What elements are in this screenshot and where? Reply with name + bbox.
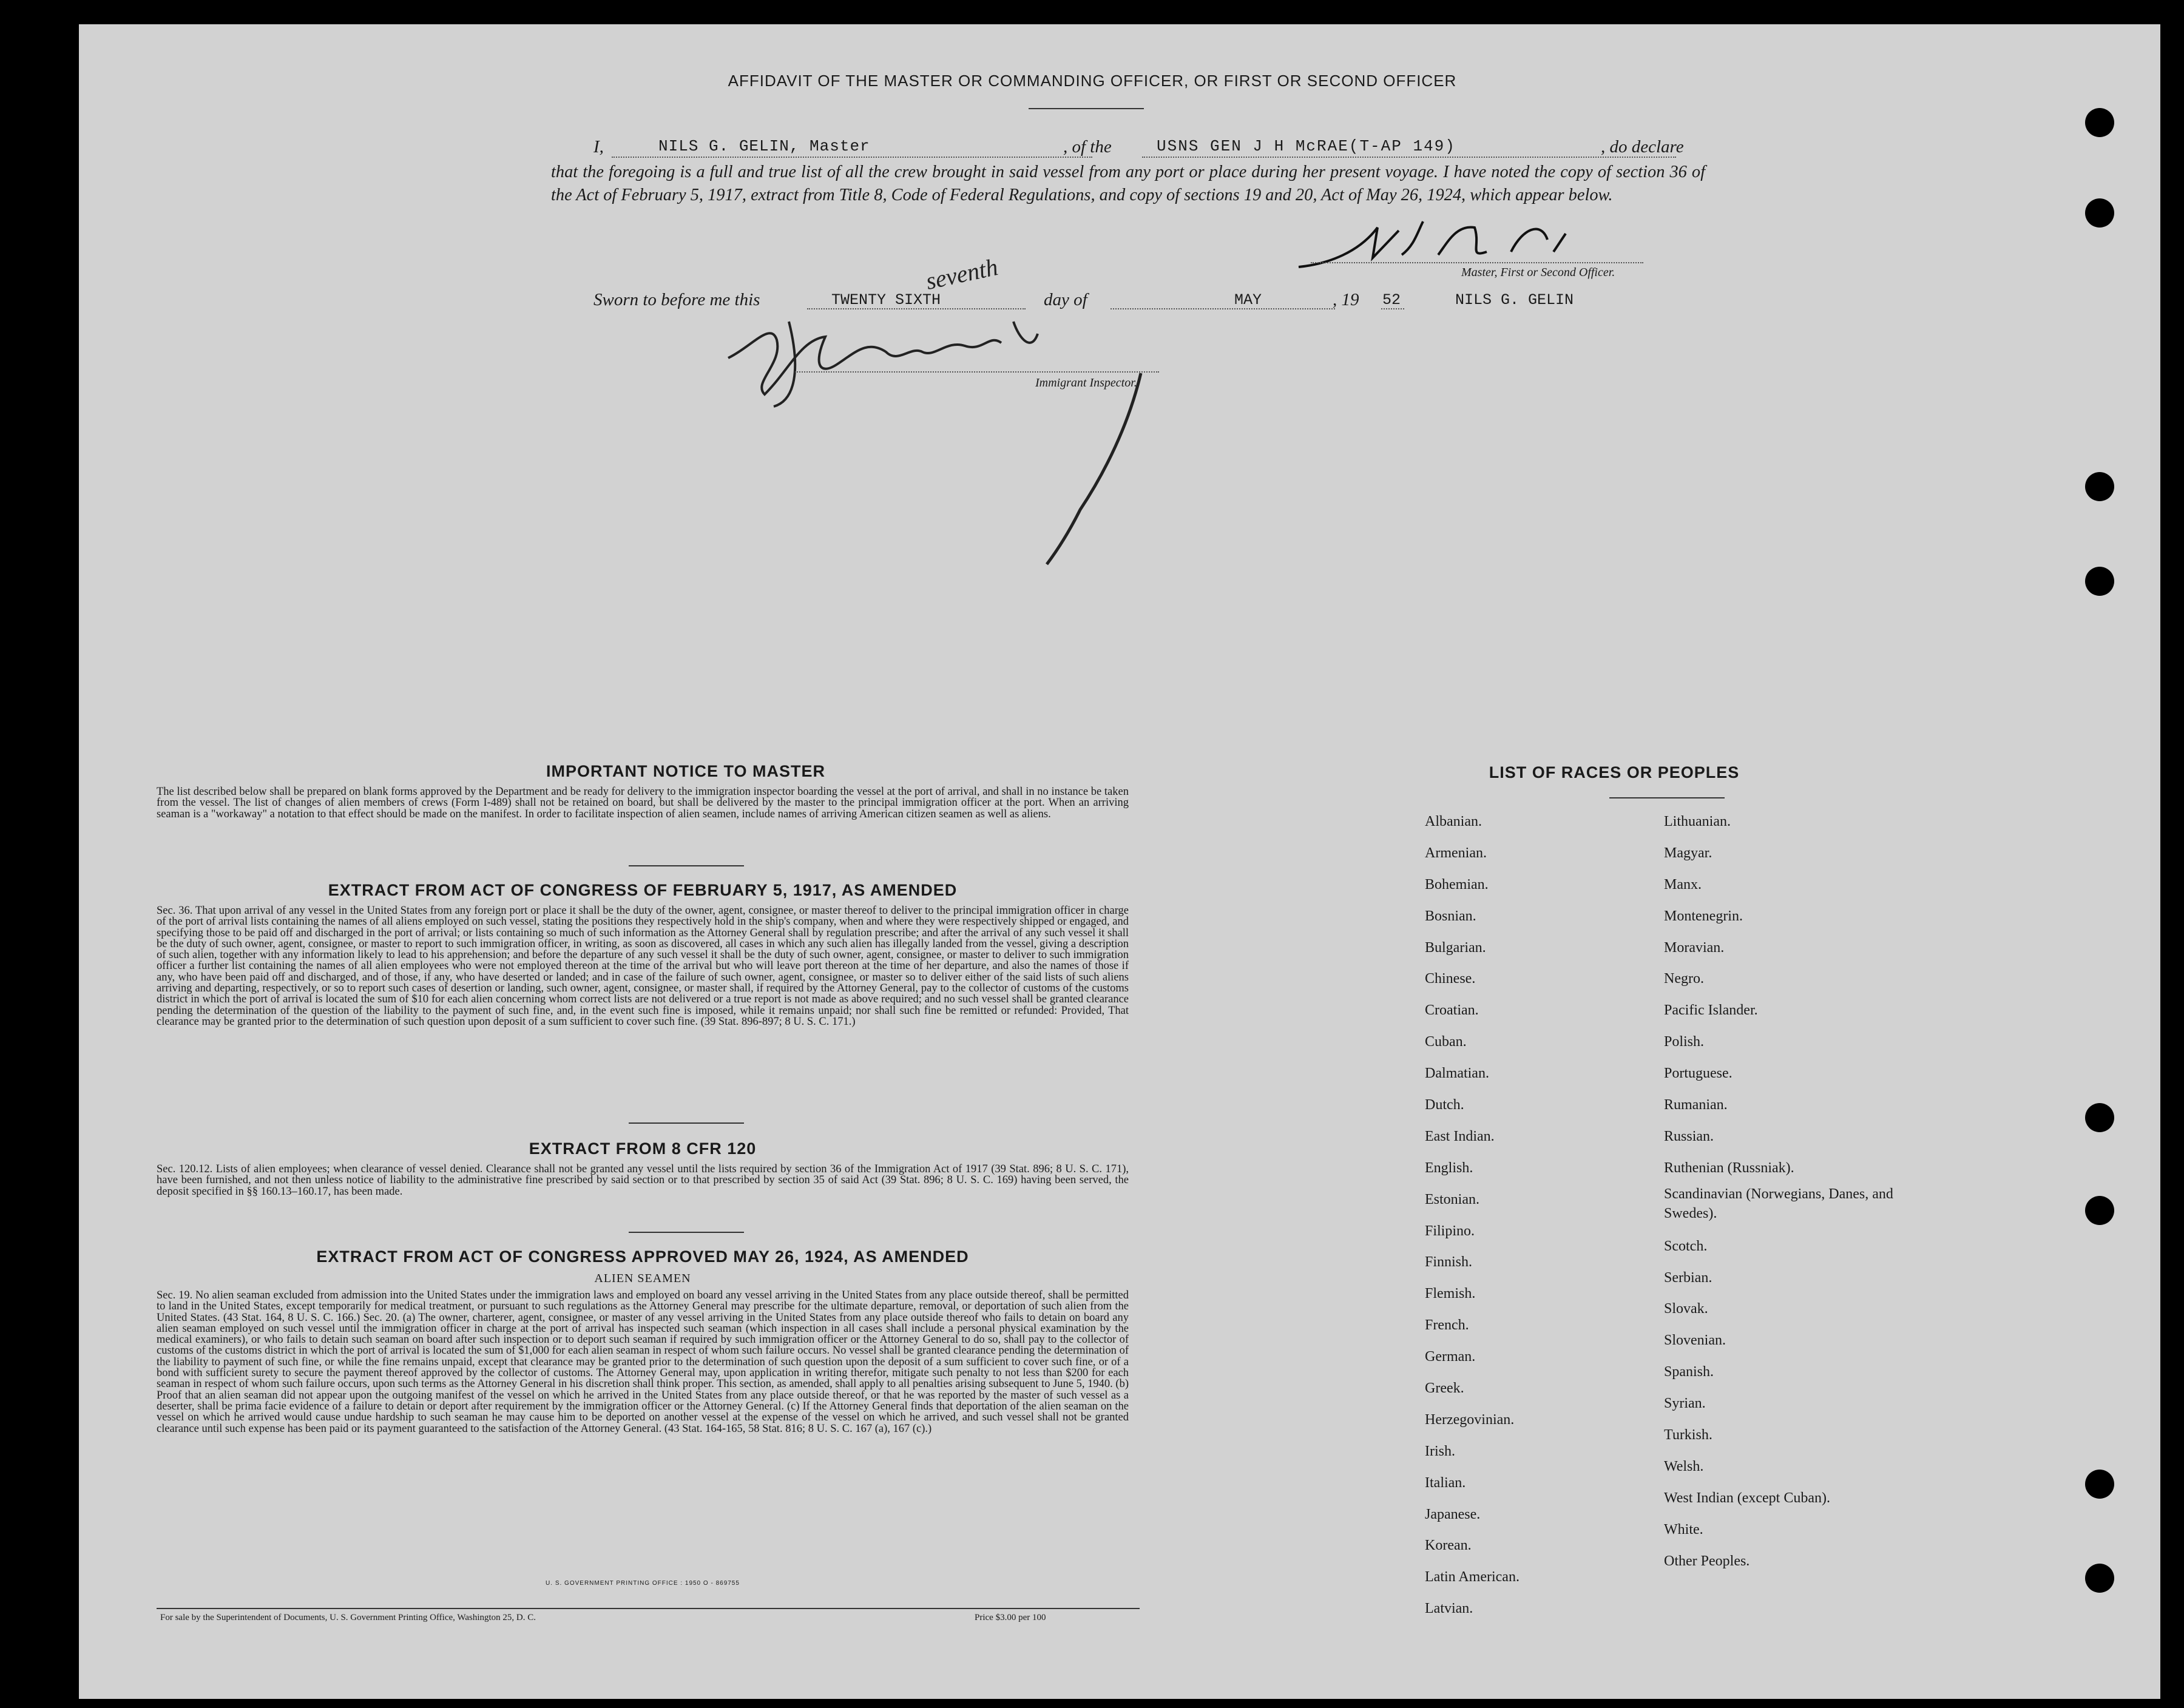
- sale-text: For sale by the Superintendent of Documents, U. S. Government Printing Office, Washington 25, D. C.: [160, 1613, 536, 1622]
- race-item: Finnish.: [1425, 1254, 1473, 1271]
- race-item: Ruthenian (Russniak).: [1664, 1159, 1794, 1176]
- race-item: Bohemian.: [1425, 876, 1489, 893]
- binder-hole: [2085, 1103, 2114, 1132]
- inspector-caption: Immigrant Inspector.: [1035, 376, 1137, 390]
- section-rule: [629, 865, 744, 866]
- race-item: Irish.: [1425, 1443, 1455, 1459]
- extract-cfr-text: Sec. 120.12. Lists of alien employees; when clearance of vessel denied. Clearance shall not be granted any vessel until the lists required by section 36 of the Immigration Act of 1917 (39 Stat. 896; 8 U. S. C. 171), have been furnished, and not then unless notice of liability to the administrative fine prescribed by said section or to that prescribed by section 35 of said Act (39 Stat. 896; 8 U. S. C. 169) having been served, the deposit specified in §§ 160.13–160.17, has been made.: [157, 1163, 1129, 1198]
- signature-caption: Master, First or Second Officer.: [1461, 266, 1615, 279]
- year-field: 52: [1382, 291, 1401, 309]
- race-item: Rumanian.: [1664, 1097, 1728, 1113]
- race-item: Other Peoples.: [1664, 1553, 1750, 1569]
- race-item: Latvian.: [1425, 1601, 1473, 1617]
- binder-hole: [2085, 567, 2114, 596]
- race-item: Korean.: [1425, 1538, 1472, 1554]
- affidavit-title: AFFIDAVIT OF THE MASTER OR COMMANDING OFFICER, OR FIRST OR SECOND OFFICER: [728, 72, 1457, 90]
- binder-hole: [2085, 1470, 2114, 1499]
- race-item: Greek.: [1425, 1380, 1464, 1397]
- races-rule: [1609, 797, 1725, 798]
- day-typed-field: TWENTY SIXTH: [831, 291, 941, 309]
- race-item: Scandinavian (Norwegians, Danes, and Swedes).: [1664, 1186, 1893, 1221]
- sworn-prefix: Sworn to before me this: [593, 290, 760, 309]
- races-column-1: [1425, 806, 1520, 1625]
- race-item: West Indian (except Cuban).: [1664, 1490, 1830, 1506]
- race-item: Scotch.: [1664, 1238, 1708, 1254]
- affidavit-prefix: I,: [593, 137, 604, 157]
- race-item: Herzegovinian.: [1425, 1411, 1515, 1428]
- extract-1924-subtitle: ALIEN SEAMEN: [594, 1272, 691, 1285]
- race-item: Croatian.: [1425, 1002, 1479, 1019]
- race-item: Italian.: [1425, 1474, 1466, 1491]
- vessel-name-field: USNS GEN J H McRAE(T-AP 149): [1157, 137, 1456, 155]
- races-column-2: [1664, 806, 1907, 1577]
- race-item: Spanish.: [1664, 1364, 1714, 1380]
- race-item: German.: [1425, 1349, 1476, 1365]
- race-item: Serbian.: [1664, 1269, 1712, 1286]
- race-item: Slovak.: [1664, 1301, 1708, 1317]
- vessel-fill-line: [1142, 157, 1676, 158]
- race-item: Polish.: [1664, 1034, 1705, 1050]
- race-item: Armenian.: [1425, 845, 1487, 861]
- inspector-signature: [716, 285, 1153, 570]
- binder-hole: [2085, 198, 2114, 228]
- extract-1924-text: Sec. 19. No alien seaman excluded from admission into the United States under the immigration laws and employed on board any vessel arriving in the United States from any place outside thereof, shall be permitted to land in the United States, except temporarily for medical treatment, or pursuant to such regulations as the Attorney General may prescribe for the ultimate departure, removal, or deportation of such alien from the United States. (43 Stat. 164, 8 U. S. C. 166.) Sec. 20. (a) The owner, charterer, agent, consignee, or master of any vessel arriving in the United States from any place outside thereof who fails to detain on board any alien seaman employed on such vessel until the immigration officer in charge at the port of arrival has inspected such seaman (which inspection in all cases shall include a personal physical examination by the medical examiners), or who fails to detain such seaman on board after such inspection or to deport such seaman if required by such immigration officer or the Attorney General to do so, shall pay to the collector of customs of the customs district in which the port of arrival is located the sum of $1,000 for each alien seaman in respect of whom such failure occurs. No vessel shall be granted clearance pending the determination of the liability to payment of such fine, or while the fine remains unpaid, except that clearance may be granted prior to the determination of such question upon the deposit of a sum sufficient to cover such fine, or of a bond with sufficient surety to secure the payment thereof approved by the collector of customs. The Attorney General may, upon application in writing therefor, mitigate such penalty to not less than $200 for each seaman in respect of whom such failure occurs, upon such terms as the Attorney General in his discretion shall think proper. This section, as amended, shall apply to all penalties arising subsequent to June 5, 1940. (b) Proof that an alien seaman did not appear upon the outgoing manifest of the vessel on which he arrived in the United States from any place outside thereof, or that he was reported by the master of such vessel as a deserter, shall be prima facie evidence of a failure to detain or deport after requirement by the immigration officer or the Attorney General. (c) If the Attorney General finds that deportation of the alien seaman on the vessel on which he arrived would cause undue hardship to such seaman he may cause him to be deported on another vessel at the expense of the vessel on which he arrived, and such vessel shall not be granted clearance until such expense has been paid or its payment guaranteed to the satisfaction of the Attorney General. (43 Stat. 164-165, 58 Stat. 816; 8 U. S. C. 167 (a), 167 (c).): [157, 1289, 1129, 1435]
- race-item: East Indian.: [1425, 1128, 1495, 1144]
- binder-hole: [2085, 1196, 2114, 1225]
- extract-1917-title: EXTRACT FROM ACT OF CONGRESS OF FEBRUARY 5, 1917, AS AMENDED: [328, 881, 958, 899]
- race-item: Welsh.: [1664, 1458, 1704, 1474]
- race-item: Bulgarian.: [1425, 939, 1486, 956]
- form-page: [79, 24, 2160, 1699]
- race-item: Manx.: [1664, 876, 1702, 893]
- extract-1924-title: EXTRACT FROM ACT OF CONGRESS APPROVED MAY 26, 1924, AS AMENDED: [316, 1247, 969, 1266]
- race-item: Latin American.: [1425, 1569, 1520, 1585]
- inspector-line: [795, 371, 1159, 373]
- race-item: Syrian.: [1664, 1396, 1706, 1412]
- section-rule: [629, 1232, 744, 1233]
- signature-line: [1311, 262, 1643, 263]
- name-fill-line: [612, 157, 1092, 158]
- race-item: Japanese.: [1425, 1506, 1481, 1522]
- footer-rule: [157, 1608, 1140, 1609]
- race-item: Filipino.: [1425, 1223, 1475, 1239]
- race-item: Turkish.: [1664, 1427, 1712, 1443]
- binder-hole: [2085, 1564, 2114, 1593]
- binder-hole: [2085, 472, 2114, 501]
- race-item: Dalmatian.: [1425, 1065, 1489, 1082]
- race-item: French.: [1425, 1317, 1469, 1334]
- section-rule: [629, 1122, 744, 1124]
- race-item: Magyar.: [1664, 845, 1712, 861]
- price-text: Price $3.00 per 100: [975, 1613, 1046, 1622]
- gpo-line: U. S. GOVERNMENT PRINTING OFFICE : 1950 O - 869755: [546, 1580, 740, 1587]
- race-item: Dutch.: [1425, 1097, 1464, 1113]
- race-item: Estonian.: [1425, 1191, 1479, 1207]
- race-item: Cuban.: [1425, 1034, 1467, 1050]
- race-item: Bosnian.: [1425, 908, 1476, 924]
- day-handwritten: seventh: [923, 253, 1001, 295]
- month-field: MAY: [1234, 291, 1262, 309]
- race-item: Flemish.: [1425, 1286, 1476, 1302]
- race-item: Portuguese.: [1664, 1065, 1733, 1082]
- typed-name-field: NILS G. GELIN: [1455, 291, 1574, 309]
- race-item: Montenegrin.: [1664, 908, 1743, 924]
- notice-title: IMPORTANT NOTICE TO MASTER: [546, 762, 825, 780]
- title-rule: [1029, 108, 1144, 109]
- of-the-label: , of the: [1063, 137, 1112, 157]
- binder-hole: [2085, 108, 2114, 137]
- master-name-field: NILS G. GELIN, Master: [658, 137, 870, 155]
- race-item: Russian.: [1664, 1128, 1714, 1144]
- race-item: Moravian.: [1664, 939, 1725, 956]
- race-item: White.: [1664, 1521, 1703, 1538]
- race-item: Negro.: [1664, 971, 1704, 987]
- year-prefix: , 19: [1333, 290, 1359, 309]
- day-of-label: day of: [1044, 290, 1087, 309]
- extract-1917-text: Sec. 36. That upon arrival of any vessel in the United States from any foreign port or place it shall be the duty of the owner, agent, consignee, or master thereof to deliver to the principal immigration officer in charge of the port of arrival lists containing the names of all aliens employed on such vessel, stating the positions they respectively hold in the ship's company, when and where they were respectively shipped or engaged, and specifying those to be paid off and discharged in the port of arrival; or lists containing so much of such information as the Attorney General shall by regulation prescribe; and after the arrival of any such vessel it shall be the duty of such owner, agent, consignee, or master to report to such immigration officer, in writing, as soon as discovered, all cases in which any such alien has illegally landed from the vessel, giving a description of such alien, together with any information likely to lead to his apprehension; and before the departure of any such vessel it shall be the duty of such owner, agent, consignee, or master to deliver to such immigration officer a further list containing the names of all alien employees who were not employed thereon at the time of the arrival but who will leave port thereon at the time of her departure, and also the names of those if any, who have been paid off and discharged, and of those, if any, who have deserted or landed; and in case of the failure of such owner, agent, consignee, or master so to deliver either of the said lists of such aliens arriving and departing, respectively, or so to report such cases of desertion or landing, such owner, agent, consignee, or master shall, if required by the Attorney General, pay to the collector of customs of the customs district in which the port of arrival is located the sum of $10 for each alien concerning whom correct lists are not delivered or a true report is not made as above required; and no such vessel shall be granted clearance pending the determination of the question of the liability to the payment of such fine, and, in the event such fine is imposed, while it remains unpaid; nor shall such fine be remitted or refunded: Provided, That clearance may be granted prior to the determination of such question upon deposit of a sum sufficient to cover such fine. (39 Stat. 896-897; 8 U. S. C. 171.): [157, 905, 1129, 1028]
- races-title: LIST OF RACES OR PEOPLES: [1489, 763, 1740, 781]
- affidavit-body: that the foregoing is a full and true list of all the crew brought in said vessel from any port or place during her present voyage. I have noted the copy of section 36 of the Act of February 5, 1917, extract from Title 8, Code of Federal Regulations, and copy of sections 19 and 20, Act of May 26, 1924, which appear below.: [551, 163, 1705, 204]
- notice-text: The list described below shall be prepared on blank forms approved by the Department and be ready for delivery to the immigration inspector boarding the vessel at the port of arrival, and shall in no instance be taken from the vessel. The list of changes of alien members of crews (Form I-489) shall not be retained on board, but shall be delivered by the master to the principal immigration officer at the port. When an arriving seaman is a "workaway" a notation to that effect should be made on the manifest. In order to facilitate inspection of alien seamen, include names of arriving American citizen seamen as well as aliens.: [157, 786, 1129, 820]
- race-item: Chinese.: [1425, 971, 1476, 987]
- race-item: Albanian.: [1425, 814, 1482, 829]
- race-item: Pacific Islander.: [1664, 1002, 1758, 1019]
- extract-cfr-title: EXTRACT FROM 8 CFR 120: [529, 1139, 757, 1158]
- race-item: English.: [1425, 1159, 1473, 1176]
- race-item: Lithuanian.: [1664, 814, 1731, 829]
- race-item: Slovenian.: [1664, 1332, 1726, 1349]
- do-declare-label: , do declare: [1601, 137, 1684, 157]
